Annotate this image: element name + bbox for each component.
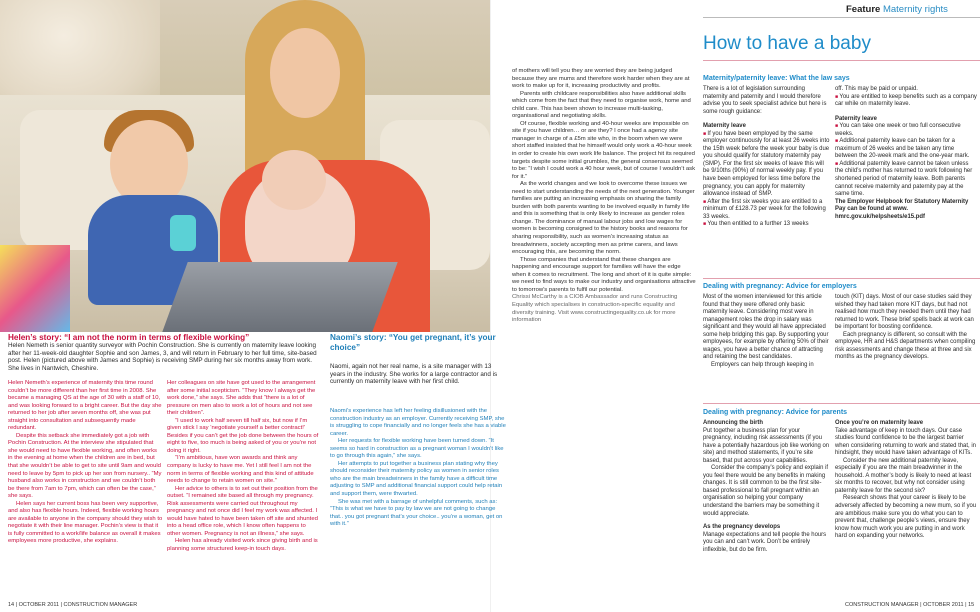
laptop — [162, 262, 397, 332]
paragraph: Take advantage of keep in touch days. Our case studies found confidence to be the largest barrier when considering returning to work and stated that, in hindsight, they would have taken advantage of KITs. — [835, 427, 976, 457]
employers-right-column — [835, 294, 978, 362]
paragraph: Despite this setback she immediately got a job with Pochin Construction. At the interview she stipulated that she would need to have flexible working, and often works in the evening at home when the children are in bed, but that she wouldn’t be able to get to site until 9am and would need to leave by 5pm to pick up her son from nursery.. “My husband also works in construction and we couldn’t both be there from 7am to 7pm, which can often be the case,” she says. — [8, 432, 162, 500]
section-employers-heading: Dealing with pregnancy: Advice for employers — [703, 283, 857, 290]
section-parents-heading: Dealing with pregnancy: Advice for parents — [703, 409, 848, 416]
paragraph: Manage expectations and tell people the hours you can and can’t work. Don’t be entirely inflexible, but do be firm. — [703, 531, 827, 553]
maternity-cont: off. This may be paid or unpaid. — [835, 86, 918, 92]
naomi-story-intro: Naomi, again not her real name, is a site manager with 13 years in the industry. She works for a large contractor and is currently on maternity leave with her first child. — [330, 363, 498, 386]
section-label — [846, 4, 948, 15]
employers-left-column — [703, 294, 830, 369]
maternity-bullet: ■ After the first six weeks you are entitled to a minimum of £128.73 per week for the following 33 weeks. — [703, 199, 830, 222]
paragraph: Of course, flexible working and 40-hour weeks are impossible on site if you have children… or are they? I once had a agency site manager in charge of a £5m site who, in the boom when we were short staffed insisted that he himself would only work a 40-hour week in order to create his own work life balance. The project hit its required targets despite some initial grumbles, the general consensus seemed to be: “I wish I could work a 40 hour week, but of course I wouldn’t ask for it.” — [512, 120, 696, 180]
author-credit: Chrissi McCarthy is a CIOB Ambassador and runs Constructing Equality which specialises in construction-specific equality and diversity training. Visit www.constructingequality.co.uk for more information — [512, 294, 678, 324]
maternity-bullet: ■ If you have been employed by the same employer continuously for at least 26 weeks into the 15th week before the week your baby is due you should qualify for statutory maternity pay (SMP). For the first six weeks of leave this will be 9/10ths (90%) of normal weekly pay. If you have been employed for less time before the pregnancy, you can apply for maternity allowance instead of SMP. — [703, 131, 830, 199]
paragraph: Her requests for flexible working have been turned down. “It seems so hard in construction as a pregnant woman I wouldn’t like to go through this again,” she says. — [330, 438, 504, 460]
naomi-column — [330, 408, 506, 529]
paragraph: Consider the new additional paternity leave, especially if you are the main breadwinner in the household. A mother’s body is likely to need at least six months to recover, but why not consider using paternity leave for the second six? — [835, 457, 972, 494]
paragraph: Her attempts to put together a business plan stating why they should reconsider their maternity policy as women in senior roles who are the main breadwinners in the family have a difficult time adjusting to SMP and additional financial support could help retain and support them, were thwarted. — [330, 460, 503, 498]
paragraph: Each pregnancy is different, so consult with the employee, HR and H&S departments when compiling risk assessments and change these at three and six months as the pregnancy develops. — [835, 331, 976, 361]
paragraph: Research shows that your career is likely to be adversely affected by becoming a new mum, so if you are ambitious make sure you do what you can to prevent that, challenge people’s views, ensure they know how much work you are putting in and work hard on expanding your networks. — [835, 495, 977, 540]
paragraph: Helen has already visited work since giving birth and is planning some structured keep-in touch days. — [167, 538, 318, 553]
paragraph: Naomi’s experience has left her feeling disillusioned with the construction industry as an employer. Currently receiving SMP, she is struggling to cope financially and no longer feels she has a viable career. — [330, 408, 506, 437]
footer-left: 14 | OCTOBER 2011 | CONSTRUCTION MANAGER — [8, 602, 138, 608]
paternity-bullet: ■ You can take one week or two full consecutive weeks. — [835, 123, 978, 138]
paragraph: Her advice to others is to set out their position from the outset. “I remained site based all through my pregnancy. Risk assessments were carried out throughout my pregnancy and not once did I feel my work was affected. I would have hated to have been taken off site and shunted into a head office role, which I know often happens to other women. Pregnancy is not an illness,” she says. — [167, 485, 318, 537]
maternity-bullet: ■ You are entitled to keep benefits such as a company car while on maternity leave. — [835, 94, 978, 109]
helen-column-2 — [167, 380, 320, 554]
parents-left-column — [703, 420, 830, 554]
law-left-column — [703, 86, 830, 229]
baby-face — [262, 150, 326, 210]
feature-topic: Maternity rights — [882, 4, 948, 15]
develops-heading: As the pregnancy develops — [703, 524, 781, 531]
paragraph: “I used to work half seven till half six, but now if I’m given stick I say ‘negotiate yourself a better contract!’ Besides if you can’t get the job done between the hours of eight to five, too much is being asked of you or you’re not doing it right. — [167, 417, 319, 454]
mother-face — [270, 28, 340, 118]
article-column — [512, 68, 696, 325]
paragraph: Put together a business plan for your pregnancy, including risk assessments (if you have a potentially hazardous job like working on site) and method statements, if you’re site based, that put across your capabilities. — [703, 427, 830, 464]
feature-label: Feature — [846, 4, 881, 15]
header-rule — [703, 17, 980, 18]
paragraph: Most of the women interviewed for this article found that they were offered only basic maternity leave. Considering most were in management roles the drop in salary was significant and they would all have appreciated some help bridging this gap. By supporting your employees, for example by offering 50% of their wages, you have a better chance of attracting and retaining the best candidates. — [703, 294, 829, 361]
picture-book — [0, 245, 70, 332]
paragraph: of mothers will tell you they are worried they are being judged because they are mums and therefore work harder when they are at work to make up for it, increasing productivity and profits. — [512, 68, 690, 90]
naomi-story-title: Naomi’s story: “You get pregnant, it’s your choice” — [330, 333, 496, 352]
paragraph: Employers can help through keeping in — [711, 361, 814, 368]
once-heading: Once you’re on maternity leave — [835, 420, 924, 426]
paragraph: “I’m ambitious, have won awards and think any company is lucky to have me. Yet I still feel I am not the norm in terms of flexible working and this kind of attitude needs to change to retain women on site.” — [167, 455, 314, 485]
footer-right: CONSTRUCTION MANAGER | OCTOBER 2011 | 15 — [845, 602, 975, 608]
birth-heading: Announcing the birth — [703, 420, 764, 426]
paragraph: touch (KIT) days. Most of our case studies said they wished they had taken more KIT days, but had not realised how much they needed them until they had returned to work. These brief spells back at work can be important for boosting confidence. — [835, 294, 974, 331]
paragraph: Her colleagues on site have got used to the arrangement after some initial scepticism. “They know I always get the work done,” she says. She adds that “there is a lot of pressure on men also to work a lot of hours and not see their children”. — [167, 380, 316, 417]
paragraph: Those companies that understand that these changes are happening and encourage support for families will have the edge when it comes to recruitment. The long and short of it is quite simple: we need to find ways to make our industry and organisations attractive to tomorrow’s parents to fulfil our potential. — [512, 256, 696, 293]
section-law-heading: Maternity/paternity leave: What the law says — [703, 75, 850, 82]
family-photo — [0, 0, 490, 332]
title-rule — [703, 60, 980, 61]
helen-story-intro: Helen Nemeth is senior quantity surveyor with Pochin Construction. She is currently on maternity leave looking after her 11-week-old daughter Sophie and son James, 3, and will return in February to her full time, site-based post. Helen (pictured above with James and Sophie) is receiving SMP during her six months away from work. She lives in Nantwich, Cheshire. — [8, 342, 317, 373]
paternity-heading: Paternity leave — [835, 115, 877, 122]
page-title: How to have a baby — [703, 33, 871, 54]
law-right-column — [835, 86, 978, 221]
maternity-bullet: ■ You then entitled to a further 13 weeks — [703, 221, 830, 229]
helen-story-title: Helen’s story: “I am not the norm in terms of flexible working” — [8, 333, 250, 342]
paternity-bullet: ■ Additional paternity leave can be taken for a maximum of 26 weeks and be taken any time between the 20-week mark and the one-year mark. — [835, 138, 978, 161]
parents-right-column — [835, 420, 978, 541]
helen-column-1 — [8, 380, 163, 546]
helpbook-note: The Employer Helpbook for Statutory Maternity Pay can be found at www. hmrc.gov.uk/helpsheets/e15.pdf — [835, 198, 969, 220]
paternity-bullet: ■ Additional paternity leave cannot be taken unless the child’s mother has returned to work following her shortened period of maternity leave. Both parents cannot receive maternity and paternity pay at the same time. — [835, 161, 978, 199]
sippy-cup — [170, 215, 196, 251]
paragraph: She was met with a barrage of unhelpful comments, such as: “This is what we have to pay by law we are not going to change that.. you got pregnant that’s your choice.. you’re a woman, get on with it.” — [330, 498, 503, 528]
section-rule — [703, 403, 980, 404]
law-intro: There is a lot of legislation surrounding maternity and paternity and I would therefore advise you to seek specialist advice but here is some rough guidance: — [703, 86, 827, 115]
section-rule — [703, 278, 980, 279]
paragraph: Helen Nemeth’s experience of maternity this time round couldn’t be more different than her first time in 2008. She became a managing QS at the age of 30 with a staff of 10, and was looking forward to a bright career. But the day she returned to her job after seven months off, she was put straight into consultation and subsequently made redundant. — [8, 380, 162, 432]
maternity-heading: Maternity leave — [703, 123, 746, 130]
paragraph: Consider the company’s policy and explain if you feel there would be any benefits in making changes. It is still common to be the first site-based professional to fall pregnant within an organisation so helping your company understand the barriers may be something it would appreciate. — [703, 465, 829, 517]
paragraph: Parents with childcare responsibilities also have additional skills which come from the fact that they need to organise work, home and child care. This has been shown to increase multi-tasking, organisational and negotiating skills. — [512, 90, 691, 120]
paragraph: As the world changes and we look to overcome these issues we need to start understanding the needs of the next generation. Younger families are putting an increasing emphasis on sharing the family burden with both parents wanting to be involved equally in family life and this is something that is only likely to increase as gender roles change. The dominance of manual labour jobs and low wages for women is becoming consigned to the history books and reasons for sharing responsibility, such as women’s increasing status as breadwinners, society accepting men as prime carers, and laws encouraging this, are becoming the norm. — [512, 181, 695, 256]
paragraph: Helen says her current boss has been very supportive, and also has flexible hours. Indeed, flexible working hours are available to anyone in the company should they wish to negotiate it with their line manager. Pochin’s view is that it is fully committed to a work/life balance as overall it makes employees more productive, she explains. — [8, 500, 163, 545]
